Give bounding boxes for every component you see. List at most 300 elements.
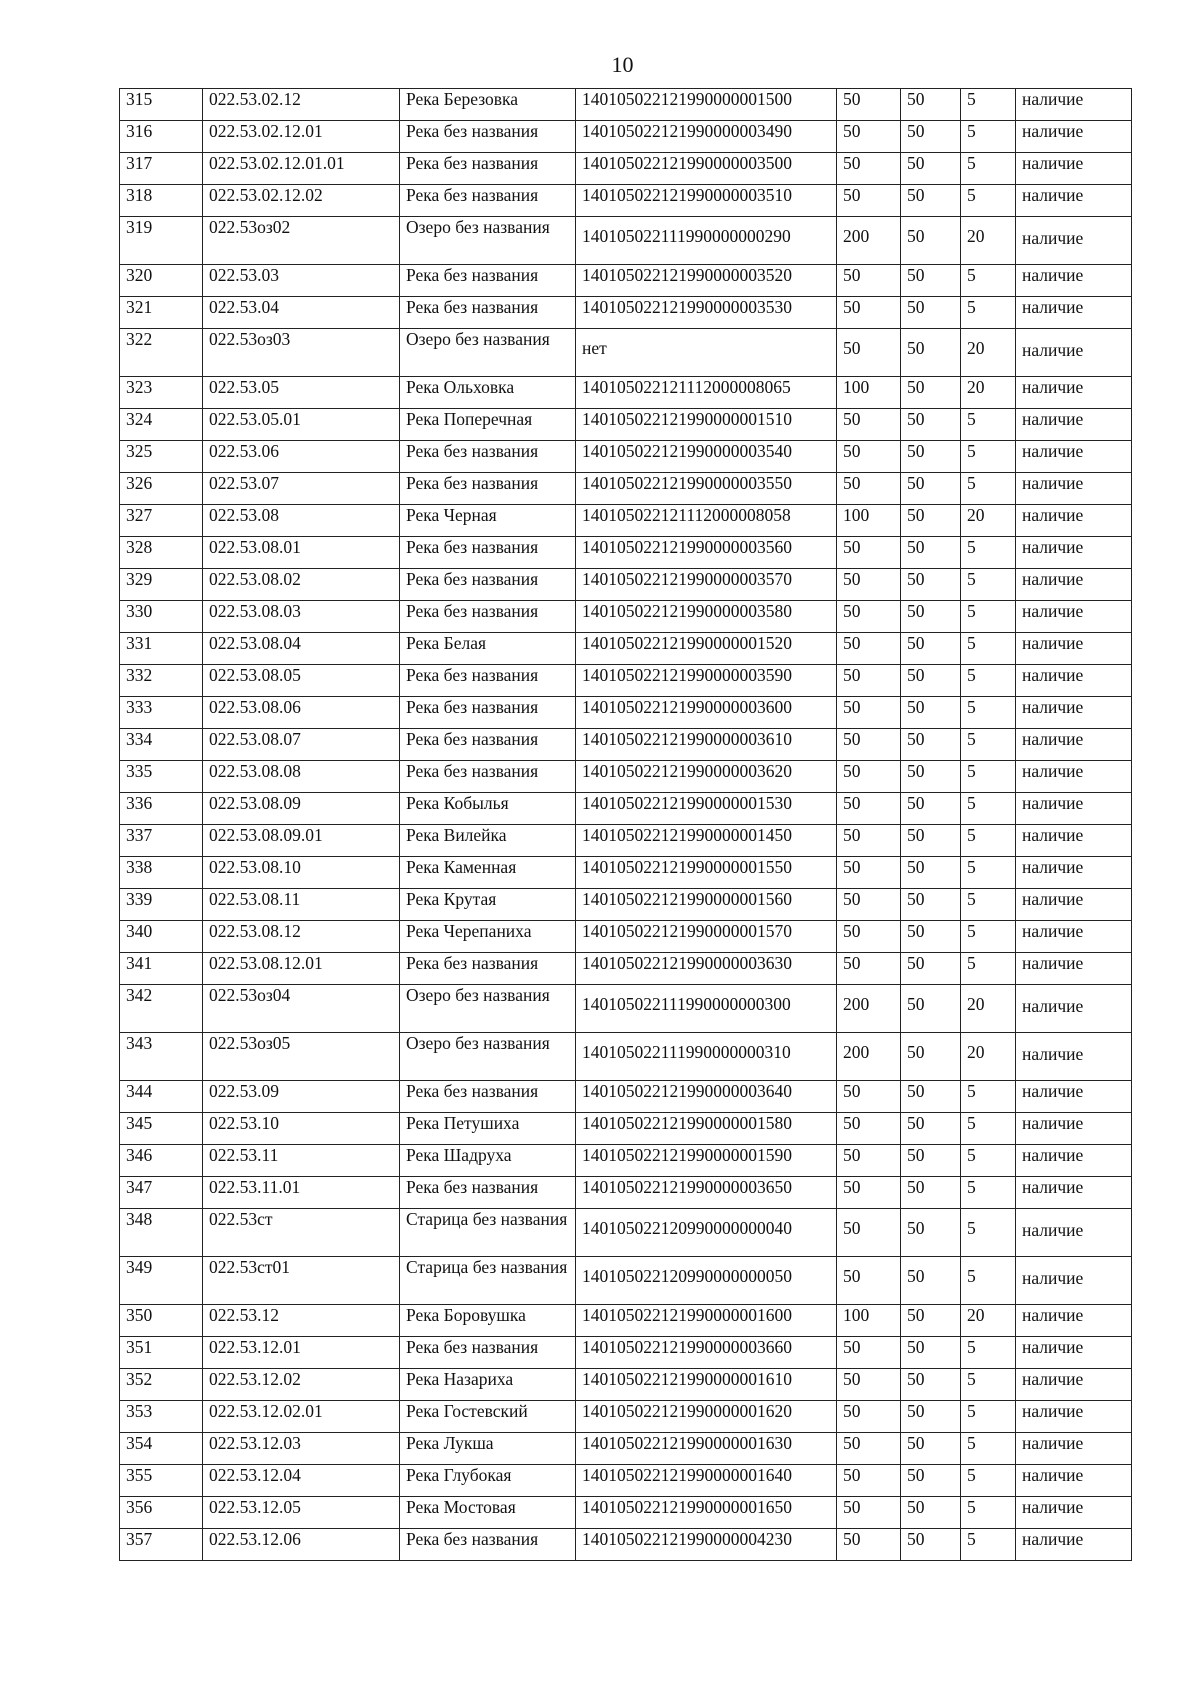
value-c-cell: 5 [961,857,1016,889]
table-row [120,121,1132,153]
value-b-cell: 50 [901,889,961,921]
status-cell: наличие [1016,1177,1132,1209]
object-code-cell: 022.53.08.12 [203,921,400,953]
row-number-cell: 356 [120,1497,203,1529]
status-cell: наличие [1016,121,1132,153]
status-cell: наличие [1016,1081,1132,1113]
object-name-cell: Река без названия [400,729,576,761]
value-b-cell: 50 [901,985,961,1033]
table-row [120,985,1132,1033]
value-b-cell: 50 [901,1257,961,1305]
registry-id-cell: 140105022121990000003550 [576,473,837,505]
value-c-cell: 5 [961,1497,1016,1529]
value-a-cell: 200 [837,1033,901,1081]
value-c-cell: 5 [961,825,1016,857]
value-a-cell: 50 [837,825,901,857]
registry-id-cell: 140105022120990000000040 [576,1209,837,1257]
value-c-cell: 5 [961,1465,1016,1497]
status-cell: наличие [1016,1113,1132,1145]
value-a-cell: 50 [837,793,901,825]
object-name-cell: Река Крутая [400,889,576,921]
status-cell: наличие [1016,153,1132,185]
value-c-cell: 5 [961,265,1016,297]
table-row [120,1433,1132,1465]
value-c-cell: 20 [961,505,1016,537]
object-name-cell: Озеро без названия [400,329,576,377]
value-a-cell: 50 [837,1257,901,1305]
table-row [120,1177,1132,1209]
registry-id-cell: 140105022121990000001500 [576,89,837,121]
object-code-cell: 022.53.05.01 [203,409,400,441]
value-a-cell: 50 [837,921,901,953]
value-b-cell: 50 [901,1177,961,1209]
registry-id-cell: 140105022121990000003660 [576,1337,837,1369]
value-a-cell: 50 [837,761,901,793]
status-cell: наличие [1016,1433,1132,1465]
value-c-cell: 5 [961,1081,1016,1113]
object-name-cell: Старица без названия [400,1257,576,1305]
status-cell: наличие [1016,1209,1132,1257]
value-a-cell: 50 [837,889,901,921]
registry-id-cell: 140105022120990000000050 [576,1257,837,1305]
value-a-cell: 50 [837,1497,901,1529]
status-cell: наличие [1016,633,1132,665]
table-row [120,441,1132,473]
row-number-cell: 350 [120,1305,203,1337]
value-b-cell: 50 [901,409,961,441]
value-a-cell: 50 [837,1145,901,1177]
value-c-cell: 5 [961,633,1016,665]
value-c-cell: 5 [961,1209,1016,1257]
object-code-cell: 022.53.08.10 [203,857,400,889]
value-b-cell: 50 [901,441,961,473]
row-number-cell: 321 [120,297,203,329]
value-b-cell: 50 [901,601,961,633]
row-number-cell: 320 [120,265,203,297]
value-a-cell: 50 [837,1369,901,1401]
value-b-cell: 50 [901,1497,961,1529]
status-cell: наличие [1016,569,1132,601]
registry-id-cell: нет [576,329,837,377]
status-cell: наличие [1016,441,1132,473]
object-name-cell: Река без названия [400,473,576,505]
status-cell: наличие [1016,505,1132,537]
object-name-cell: Река без названия [400,185,576,217]
value-c-cell: 20 [961,217,1016,265]
status-cell: наличие [1016,857,1132,889]
registry-id-cell: 140105022121990000001620 [576,1401,837,1433]
table-row [120,377,1132,409]
value-b-cell: 50 [901,825,961,857]
value-c-cell: 5 [961,1401,1016,1433]
value-c-cell: 5 [961,601,1016,633]
value-a-cell: 100 [837,505,901,537]
object-name-cell: Река без названия [400,1337,576,1369]
object-name-cell: Река Гостевский [400,1401,576,1433]
table-row [120,1257,1132,1305]
value-c-cell: 5 [961,569,1016,601]
registry-id-cell: 140105022121990000003530 [576,297,837,329]
value-a-cell: 50 [837,697,901,729]
object-code-cell: 022.53.02.12.01 [203,121,400,153]
object-code-cell: 022.53.11.01 [203,1177,400,1209]
object-name-cell: Старица без названия [400,1209,576,1257]
value-b-cell: 50 [901,153,961,185]
value-c-cell: 5 [961,89,1016,121]
value-b-cell: 50 [901,1209,961,1257]
table-row [120,217,1132,265]
value-c-cell: 5 [961,473,1016,505]
table-row [120,1497,1132,1529]
status-cell: наличие [1016,729,1132,761]
status-cell: наличие [1016,297,1132,329]
row-number-cell: 324 [120,409,203,441]
status-cell: наличие [1016,473,1132,505]
status-cell: наличие [1016,921,1132,953]
object-code-cell: 022.53.08.08 [203,761,400,793]
value-c-cell: 20 [961,1305,1016,1337]
value-c-cell: 20 [961,377,1016,409]
value-b-cell: 50 [901,569,961,601]
value-c-cell: 5 [961,697,1016,729]
table-row [120,793,1132,825]
registry-id-cell: 140105022121990000001510 [576,409,837,441]
value-a-cell: 200 [837,217,901,265]
value-b-cell: 50 [901,1529,961,1561]
value-b-cell: 50 [901,89,961,121]
row-number-cell: 322 [120,329,203,377]
row-number-cell: 326 [120,473,203,505]
row-number-cell: 337 [120,825,203,857]
registry-id-cell: 140105022121990000001590 [576,1145,837,1177]
value-b-cell: 50 [901,921,961,953]
status-cell: наличие [1016,377,1132,409]
value-c-cell: 5 [961,153,1016,185]
row-number-cell: 331 [120,633,203,665]
table-row [120,1033,1132,1081]
object-name-cell: Река без названия [400,153,576,185]
value-c-cell: 5 [961,793,1016,825]
row-number-cell: 353 [120,1401,203,1433]
table-row [120,329,1132,377]
registry-id-cell: 140105022121990000001450 [576,825,837,857]
table-row [120,1401,1132,1433]
value-a-cell: 50 [837,441,901,473]
value-b-cell: 50 [901,761,961,793]
value-c-cell: 5 [961,665,1016,697]
object-name-cell: Река Назариха [400,1369,576,1401]
object-name-cell: Река Мостовая [400,1497,576,1529]
table-row [120,921,1132,953]
value-a-cell: 50 [837,409,901,441]
table-row [120,505,1132,537]
value-c-cell: 5 [961,297,1016,329]
table-row [120,409,1132,441]
value-a-cell: 50 [837,1177,901,1209]
object-code-cell: 022.53.08.09 [203,793,400,825]
table-row [120,1305,1132,1337]
object-code-cell: 022.53.12.06 [203,1529,400,1561]
status-cell: наличие [1016,217,1132,265]
status-cell: наличие [1016,793,1132,825]
registry-id-cell: 140105022121990000003650 [576,1177,837,1209]
registry-id-cell: 140105022121990000003640 [576,1081,837,1113]
object-name-cell: Река без названия [400,601,576,633]
value-a-cell: 50 [837,1337,901,1369]
object-name-cell: Река без названия [400,537,576,569]
table-row [120,1369,1132,1401]
table-row [120,633,1132,665]
status-cell: наличие [1016,1497,1132,1529]
value-c-cell: 5 [961,1369,1016,1401]
object-code-cell: 022.53оз05 [203,1033,400,1081]
status-cell: наличие [1016,185,1132,217]
row-number-cell: 335 [120,761,203,793]
object-code-cell: 022.53.04 [203,297,400,329]
object-code-cell: 022.53.12.01 [203,1337,400,1369]
registry-id-cell: 140105022121990000001630 [576,1433,837,1465]
value-b-cell: 50 [901,217,961,265]
object-name-cell: Река Кобылья [400,793,576,825]
value-b-cell: 50 [901,1465,961,1497]
value-a-cell: 50 [837,601,901,633]
value-a-cell: 50 [837,265,901,297]
value-a-cell: 50 [837,473,901,505]
row-number-cell: 339 [120,889,203,921]
row-number-cell: 329 [120,569,203,601]
value-a-cell: 50 [837,665,901,697]
registry-id-cell: 140105022121990000003560 [576,537,837,569]
object-name-cell: Река Березовка [400,89,576,121]
object-name-cell: Река без названия [400,1081,576,1113]
object-name-cell: Река Глубокая [400,1465,576,1497]
status-cell: наличие [1016,1305,1132,1337]
registry-id-cell: 140105022121990000001650 [576,1497,837,1529]
value-b-cell: 50 [901,505,961,537]
object-name-cell: Река Боровушка [400,1305,576,1337]
table-row [120,857,1132,889]
object-code-cell: 022.53.08.09.01 [203,825,400,857]
value-a-cell: 50 [837,121,901,153]
value-c-cell: 5 [961,441,1016,473]
value-c-cell: 5 [961,1337,1016,1369]
status-cell: наличие [1016,89,1132,121]
value-c-cell: 5 [961,889,1016,921]
registry-id-cell: 140105022111990000000300 [576,985,837,1033]
object-name-cell: Река Лукша [400,1433,576,1465]
value-b-cell: 50 [901,329,961,377]
registry-id-cell: 140105022121990000001580 [576,1113,837,1145]
object-name-cell: Река без названия [400,1177,576,1209]
value-b-cell: 50 [901,297,961,329]
status-cell: наличие [1016,1529,1132,1561]
value-a-cell: 50 [837,1465,901,1497]
value-a-cell: 50 [837,297,901,329]
value-a-cell: 50 [837,153,901,185]
registry-id-cell: 140105022121112000008058 [576,505,837,537]
row-number-cell: 344 [120,1081,203,1113]
table-row [120,1337,1132,1369]
table-row [120,569,1132,601]
status-cell: наличие [1016,1145,1132,1177]
table-row [120,761,1132,793]
object-code-cell: 022.53.08.06 [203,697,400,729]
registry-id-cell: 140105022121990000003630 [576,953,837,985]
object-code-cell: 022.53ст [203,1209,400,1257]
value-c-cell: 5 [961,1113,1016,1145]
table-row [120,1145,1132,1177]
row-number-cell: 351 [120,1337,203,1369]
value-a-cell: 50 [837,1433,901,1465]
registry-id-cell: 140105022111990000000290 [576,217,837,265]
object-code-cell: 022.53.10 [203,1113,400,1145]
table-row [120,473,1132,505]
object-name-cell: Река без названия [400,297,576,329]
object-code-cell: 022.53.08.04 [203,633,400,665]
value-c-cell: 5 [961,537,1016,569]
value-b-cell: 50 [901,1401,961,1433]
object-name-cell: Река Ольховка [400,377,576,409]
table-row [120,601,1132,633]
row-number-cell: 330 [120,601,203,633]
object-code-cell: 022.53.12.04 [203,1465,400,1497]
object-code-cell: 022.53.08 [203,505,400,537]
value-a-cell: 50 [837,633,901,665]
object-code-cell: 022.53.12.05 [203,1497,400,1529]
object-name-cell: Река без названия [400,121,576,153]
value-c-cell: 5 [961,729,1016,761]
object-code-cell: 022.53.08.05 [203,665,400,697]
row-number-cell: 328 [120,537,203,569]
value-c-cell: 20 [961,329,1016,377]
value-b-cell: 50 [901,1337,961,1369]
registry-id-cell: 140105022121990000003580 [576,601,837,633]
value-b-cell: 50 [901,377,961,409]
row-number-cell: 333 [120,697,203,729]
registry-id-cell: 140105022121990000003500 [576,153,837,185]
value-a-cell: 50 [837,857,901,889]
status-cell: наличие [1016,953,1132,985]
status-cell: наличие [1016,1257,1132,1305]
row-number-cell: 325 [120,441,203,473]
object-code-cell: 022.53.02.12.01.01 [203,153,400,185]
table-row [120,265,1132,297]
table-row [120,153,1132,185]
object-name-cell: Река Вилейка [400,825,576,857]
row-number-cell: 345 [120,1113,203,1145]
registry-id-cell: 140105022121990000001560 [576,889,837,921]
value-b-cell: 50 [901,1305,961,1337]
row-number-cell: 340 [120,921,203,953]
registry-id-cell: 140105022121990000003540 [576,441,837,473]
object-name-cell: Озеро без названия [400,985,576,1033]
value-b-cell: 50 [901,473,961,505]
value-b-cell: 50 [901,265,961,297]
value-b-cell: 50 [901,665,961,697]
value-c-cell: 5 [961,761,1016,793]
row-number-cell: 317 [120,153,203,185]
row-number-cell: 342 [120,985,203,1033]
registry-id-cell: 140105022121990000003510 [576,185,837,217]
object-code-cell: 022.53.08.01 [203,537,400,569]
value-c-cell: 5 [961,185,1016,217]
object-name-cell: Озеро без названия [400,217,576,265]
status-cell: наличие [1016,697,1132,729]
row-number-cell: 323 [120,377,203,409]
row-number-cell: 355 [120,1465,203,1497]
value-c-cell: 5 [961,121,1016,153]
row-number-cell: 318 [120,185,203,217]
value-b-cell: 50 [901,793,961,825]
object-name-cell: Река Черепаниха [400,921,576,953]
status-cell: наличие [1016,1033,1132,1081]
value-b-cell: 50 [901,121,961,153]
table-row [120,185,1132,217]
value-a-cell: 50 [837,953,901,985]
table-row [120,1081,1132,1113]
value-b-cell: 50 [901,953,961,985]
status-cell: наличие [1016,761,1132,793]
table-row [120,953,1132,985]
status-cell: наличие [1016,825,1132,857]
value-c-cell: 20 [961,1033,1016,1081]
value-a-cell: 50 [837,537,901,569]
row-number-cell: 341 [120,953,203,985]
object-name-cell: Река без названия [400,697,576,729]
value-c-cell: 5 [961,1257,1016,1305]
value-b-cell: 50 [901,729,961,761]
object-code-cell: 022.53ст01 [203,1257,400,1305]
value-b-cell: 50 [901,633,961,665]
object-name-cell: Река Шадруха [400,1145,576,1177]
object-code-cell: 022.53.07 [203,473,400,505]
value-a-cell: 50 [837,1209,901,1257]
value-c-cell: 5 [961,1145,1016,1177]
registry-id-cell: 140105022121990000003590 [576,665,837,697]
value-c-cell: 5 [961,409,1016,441]
object-code-cell: 022.53.12.02 [203,1369,400,1401]
row-number-cell: 336 [120,793,203,825]
row-number-cell: 349 [120,1257,203,1305]
object-name-cell: Река без названия [400,441,576,473]
registry-id-cell: 140105022121990000001600 [576,1305,837,1337]
object-code-cell: 022.53.05 [203,377,400,409]
status-cell: наличие [1016,1401,1132,1433]
object-name-cell: Река без названия [400,953,576,985]
object-code-cell: 022.53.06 [203,441,400,473]
object-name-cell: Река без названия [400,1529,576,1561]
value-b-cell: 50 [901,857,961,889]
object-name-cell: Река Каменная [400,857,576,889]
value-b-cell: 50 [901,1433,961,1465]
value-b-cell: 50 [901,537,961,569]
object-name-cell: Река без названия [400,265,576,297]
status-cell: наличие [1016,889,1132,921]
value-c-cell: 5 [961,953,1016,985]
table-row [120,697,1132,729]
table-row [120,1113,1132,1145]
status-cell: наличие [1016,265,1132,297]
registry-id-cell: 140105022111990000000310 [576,1033,837,1081]
registry-id-cell: 140105022121990000001640 [576,1465,837,1497]
value-a-cell: 50 [837,1113,901,1145]
table-row [120,1529,1132,1561]
table-row [120,665,1132,697]
registry-id-cell: 140105022121990000003610 [576,729,837,761]
row-number-cell: 338 [120,857,203,889]
value-b-cell: 50 [901,185,961,217]
value-a-cell: 50 [837,729,901,761]
